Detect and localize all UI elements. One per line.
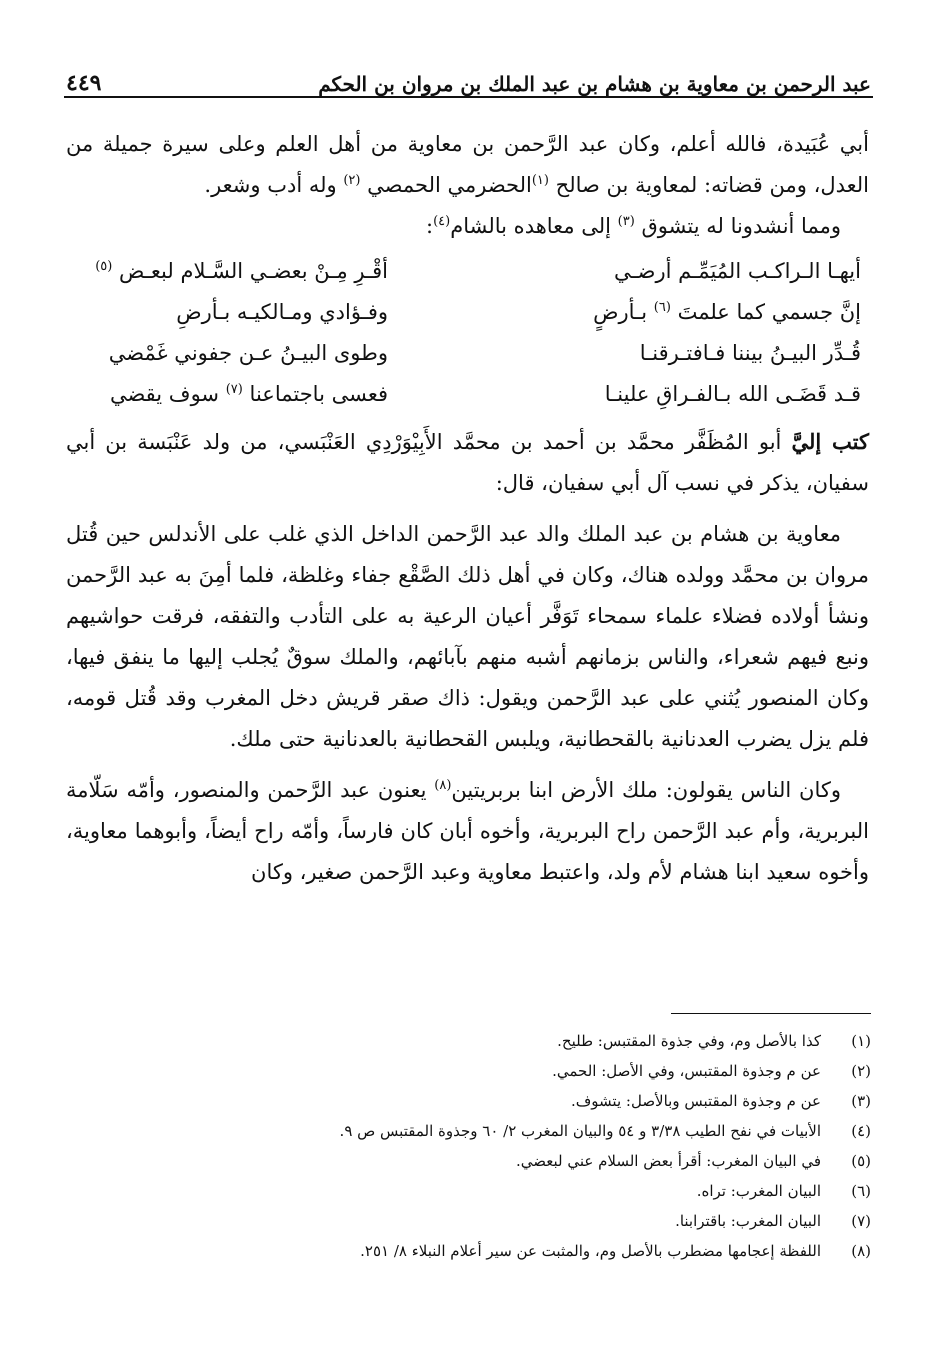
poem-line-2-first-text-b: بـأرضٍ [593, 300, 648, 324]
footnotes [120, 1026, 871, 1266]
paragraph-1-text-a: أبي عُبَيدة، فالله أعلم، وكان عبد الرَّحمن بن معاوية من أهل العلم وعلى سيرة جميلة من العدل، ومن قضاته: لمعاوية بن صالح [66, 132, 869, 197]
paragraph-1 [66, 124, 869, 206]
footnote-number: (٢) [851, 1062, 871, 1080]
poem-line-2-second-hemistich: وفـؤادي ومـالكيـه بـأرضِ [176, 300, 388, 324]
poem-line-4-first-hemistich: قـد قَضَـى الله بـالفـراقِ علينـا [604, 382, 861, 406]
paragraph-2 [66, 206, 869, 247]
footnote-text: البيان المغرب: باقترابنا. [675, 1212, 821, 1230]
poem [66, 251, 869, 415]
footnote-item [120, 1026, 871, 1056]
paragraph-2-text-b: إلى معاهده بالشام [450, 214, 611, 238]
paragraph-1-text-c: وله أدب وشعر. [204, 173, 337, 197]
footnote-ref-2: (٢) [343, 173, 361, 188]
footnote-ref-5: (٥) [95, 259, 113, 274]
poem-line-4-second-hemistich [68, 374, 388, 415]
paragraph-5-text-b: يعنون عبد الرَّحمن والمنصور، وأمّه سَلّامة البربرية، وأم عبد الرَّحمن راح البربرية، وأخوه أبان كان فارساً، وأمّه راح أيضاً، وأبوهما معاوية، وأخوه سعيد ابنا هشام لأم ولد، واعتبط معاوية وعبد الرَّحمن صغير، وكان [66, 778, 869, 884]
footnote-ref-3: (٣) [617, 214, 635, 229]
footnote-text: عن م وجذوة المقتبس، وفي الأصل: الحمي. [552, 1062, 821, 1080]
footnote-item [120, 1206, 871, 1236]
running-title: عبد الرحمن بن معاوية بن هشام بن عبد الملك بن مروان بن الحكم [318, 72, 871, 96]
footnote-ref-4: (٤) [433, 214, 451, 229]
footnote-text: البيان المغرب: تراه. [696, 1182, 821, 1200]
footnote-ref-6: (٦) [653, 300, 671, 315]
footnote-number: (٧) [851, 1212, 871, 1230]
poem-line-4-second-text-b: سوف يقضي [109, 382, 220, 406]
paragraph-3-lead: كتب إليَّ [791, 429, 869, 454]
footnote-text: كذا بالأصل وم، وفي جذوة المقتبس: طليح. [557, 1032, 821, 1050]
paragraph-2-text-c: : [426, 214, 434, 238]
footnote-item [120, 1146, 871, 1176]
footnote-text: الأبيات في نفح الطيب ٣/٣٨ و ٥٤ والبيان المغرب ٢/ ٦٠ وجذوة المقتبس ص ٩. [339, 1122, 821, 1140]
footnote-number: (١) [851, 1032, 871, 1050]
page-header [66, 56, 871, 96]
spacer [66, 504, 869, 514]
paragraph-5-text-a: وكان الناس يقولون: ملك الأرض ابنا بربريتين [451, 778, 841, 802]
poem-line-1-second-hemistich [68, 251, 388, 292]
main-text [66, 124, 869, 893]
poem-line-3-second-hemistich: وطوى البيـنُ عـن جفوني غَمْضي [108, 341, 388, 365]
footnote-text: في البيان المغرب: أقرأ بعض السلام عني لبعضي. [515, 1152, 821, 1170]
footnote-item [120, 1176, 871, 1206]
spacer [66, 760, 869, 770]
poem-line-4-second-text-a: فعسى باجتماعنا [249, 382, 388, 406]
paragraph-2-text-a: ومما أنشدونا له يتشوق [641, 214, 841, 238]
footnote-text: اللفظة إعجامها مضطرب بالأصل وم، والمثبت عن سير أعلام النبلاء ٨/ ٢٥١. [360, 1242, 821, 1260]
footnote-ref-8: (٨) [434, 778, 452, 793]
poem-line-4 [66, 374, 869, 415]
paragraph-5 [66, 770, 869, 893]
poem-line-3-first-hemistich: قُـدِّر البيـنُ بيننا فـافتـرقنـا [639, 341, 861, 365]
footnote-item [120, 1056, 871, 1086]
footnote-item [120, 1116, 871, 1146]
footnote-item [120, 1236, 871, 1266]
poem-line-1 [66, 251, 869, 292]
page-number: ٤٤٩ [66, 69, 102, 96]
paragraph-1-text-b: الحضرمي الحمصي [367, 173, 532, 197]
footnote-ref-1: (١) [531, 173, 549, 188]
footnote-text: عن م وجذوة المقتبس وبالأصل: يتشوف. [570, 1092, 821, 1110]
footnote-ref-7: (٧) [225, 382, 243, 397]
footnote-number: (٦) [851, 1182, 871, 1200]
poem-line-3 [66, 333, 869, 374]
paragraph-4: معاوية بن هشام بن عبد الملك والد عبد الرَّحمن الداخل الذي غلب على الأندلس حين قُتل مروان بن محمَّد وولده هناك، وكان في أهل ذلك الصَّقْع جفاء وغلظة، فلما أمِنَ به عبد الرَّحمن ونشأ أولاده فضلاء علماء سمحاء تَوَفَّر أعيان الرعية به على التأدب والتفقه، فرقت حواشيهم ونبع فيهم شعراء، والناس بزمانهم أشبه منهم بآبائهم، والملك سوقٌ يُجلب إليها ما ينفق فيها، وكان المنصور يُثني على عبد الرَّحمن ويقول: ذاك صقر قريش دخل المغرب وقد قُتل قومه، فلم يزل يضرب العدنانية بالقحطانية، ويلبس القحطانية بالعدنانية حتى ملك. [66, 522, 869, 751]
poem-line-2 [66, 292, 869, 333]
footnote-number: (٥) [851, 1152, 871, 1170]
poem-line-2-first-text-a: إنَّ جسمي كما علمتَ [677, 300, 861, 324]
poem-line-2-first-hemistich [541, 292, 861, 333]
footnote-rule [671, 1013, 871, 1014]
footnote-number: (٣) [851, 1092, 871, 1110]
poem-line-1-second-text: أقْـرِ مِـنْ بعضـي السَّـلام لبعـض [119, 259, 388, 283]
footnote-item [120, 1086, 871, 1116]
footnote-number: (٨) [851, 1242, 871, 1260]
paragraph-3-text: أبو المُظَفَّر محمَّد بن أحمد بن محمَّد الأَبِيْوَرْدِي العَنْبَسي، من ولد عَنْبَسة بن أبي سفيان، يذكر في نسب آل أبي سفيان، قال: [66, 430, 869, 495]
header-rule [64, 96, 873, 98]
footnote-number: (٤) [851, 1122, 871, 1140]
paragraph-3 [66, 421, 869, 504]
poem-line-1-first-hemistich: أيهـا الـراكـب المُيَمِّـم أرضـي [614, 259, 861, 283]
